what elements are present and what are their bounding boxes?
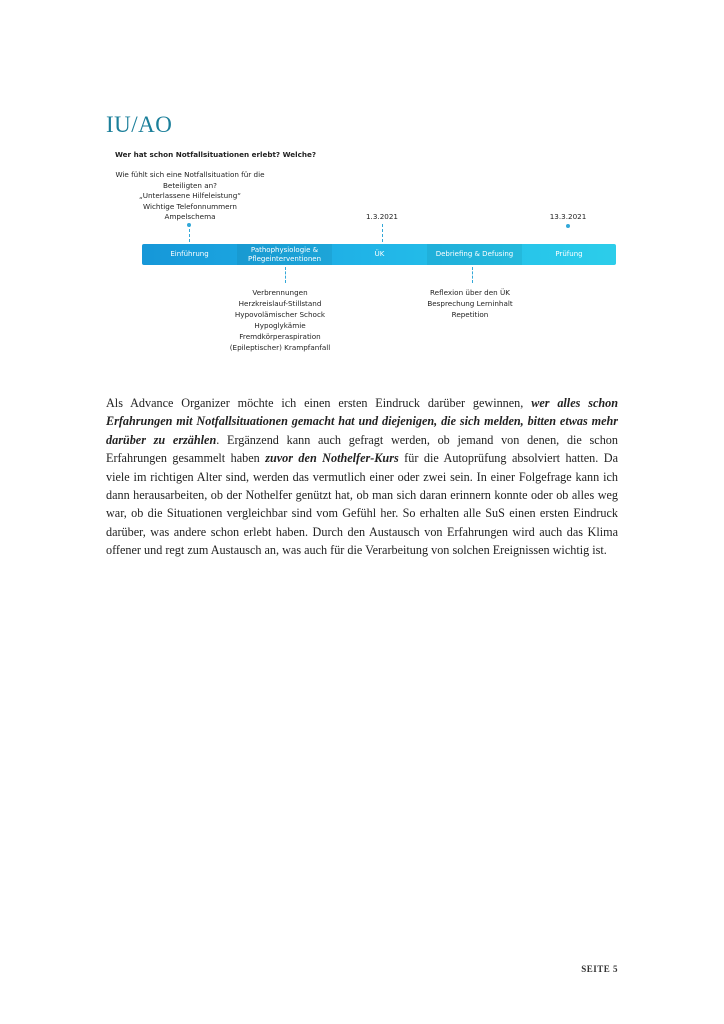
- pathophysiologie-topic: Fremdkörperaspiration: [239, 332, 321, 341]
- pathophysiologie-topic: (Epileptischer) Krampfanfall: [229, 343, 331, 352]
- debriefing-topic: Besprechung Lerninhalt: [427, 299, 513, 308]
- pathophysiologie-topics-list: [220, 287, 340, 353]
- pathophysiologie-topic: Hypovolämischer Schock: [234, 310, 326, 319]
- body-paragraph: [106, 394, 618, 560]
- date-label-pruefung: 13.3.2021: [549, 212, 587, 221]
- intro-topic: Ampelschema: [164, 212, 216, 221]
- connector-dot: [187, 223, 191, 227]
- intro-topic: Wie fühlt sich eine Notfallsituation für die: [115, 170, 265, 179]
- connector-line: [472, 267, 473, 283]
- timeline-segment-pruefung: Prüfung: [555, 250, 583, 259]
- page-heading: IU/AO: [106, 112, 173, 137]
- page-number: SEITE 5: [581, 964, 618, 974]
- intro-topic: Wichtige Telefonnummern: [143, 201, 237, 211]
- body-emphasis: wer alles schon Erfahrungen mit Notfallsituationen gemacht hat und diejenigen, die sich melden, bitten etwas mehr darüber zu erzählen: [106, 396, 618, 447]
- date-label-uk: 1.3.2021: [365, 212, 398, 221]
- intro-topic: Beteiligten an?: [162, 180, 217, 190]
- connector-line: [382, 224, 383, 242]
- debriefing-topics-list: [410, 287, 530, 320]
- timeline-segment-debriefing: Debriefing & Defusing: [427, 244, 522, 265]
- body-emphasis: zuvor den Nothelfer-Kurs: [265, 451, 399, 466]
- body-text: Als Advance Organizer möchte ich einen ersten Eindruck darüber gewinnen,: [106, 396, 532, 410]
- connector-line: [285, 267, 286, 283]
- pathophysiologie-topic: Herzkreislauf-Stillstand: [238, 299, 322, 308]
- timeline-segment-pathophysiologie: Pathophysiologie & Pflegeinterventionen: [237, 244, 332, 265]
- timeline-bar: [142, 244, 616, 265]
- diagram-question: Wer hat schon Notfallsituationen erlebt? Welche?: [115, 150, 317, 159]
- intro-topics-list: [110, 170, 270, 223]
- advance-organizer-diagram: [0, 0, 724, 380]
- intro-topic: „Unterlassene Hilfeleistung“: [138, 191, 242, 200]
- debriefing-topic: Reflexion über den ÜK: [430, 288, 510, 297]
- body-text: . Ergänzend kann auch gefragt werden, ob jemand von denen, die schon Erfahrungen gesammelt haben: [106, 432, 618, 466]
- body-text: für die Autoprüfung absolviert hatten. Da viele im richtigen Alter sind, werden das vermutlich einer oder zwei sein. In einer Folgefrage kann ich dann herausarbeiten, ob der Nothelfer genützt hat, ob man sich daran erinnern konnte oder ob alles weg war, ob die Situationen vergleichbar sind vom Gefühl her. So erhalten alle SuS einen ersten Eindruck darüber, was andere schon erlebt haben. Durch den Austausch von Erfahrungen wird auch das Klima offener und regt zum Austausch an, was auch für die Verarbeitung von solchen Ereignissen wichtig ist.: [106, 451, 618, 558]
- connector-dot: [566, 224, 570, 228]
- pathophysiologie-topic: Verbrennungen: [252, 288, 308, 297]
- debriefing-topic: Repetition: [451, 310, 489, 319]
- pathophysiologie-topic: Hypoglykämie: [254, 321, 306, 330]
- timeline-segment-einfuehrung: Einführung: [170, 250, 209, 259]
- timeline-segment-uk: ÜK: [374, 250, 385, 259]
